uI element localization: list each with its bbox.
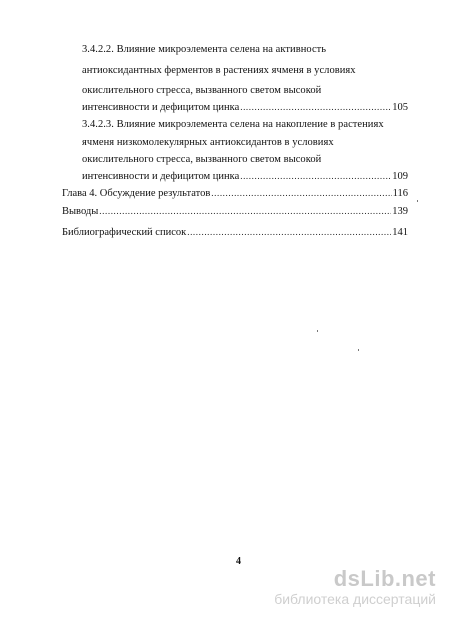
toc-leader-dots <box>187 226 391 239</box>
toc-chapter-4-title: Глава 4. Обсуждение результатов <box>62 188 211 199</box>
scan-speck <box>317 330 318 332</box>
toc-conclusions-title: Выводы <box>62 206 99 217</box>
page-number: 4 <box>236 556 241 567</box>
dslib-logo: dsLib.net <box>333 566 436 591</box>
toc-entry-3422-line-1: 3.4.2.2. Влияние микроэлемента селена на активность <box>82 44 327 55</box>
toc-leader-dots <box>211 187 391 200</box>
toc-leader-dots <box>240 101 391 114</box>
toc-bibliography-title: Библиографический список <box>62 227 187 238</box>
scan-speck <box>417 200 418 202</box>
toc-bibliography-page: 141 <box>392 227 408 238</box>
toc-chapter-4[interactable] <box>62 187 408 200</box>
scan-speck <box>358 349 359 351</box>
toc-entry-3423-line-3: окислительного стресса, вызванного светом высокой <box>82 154 322 165</box>
toc-entry-3422-last-text: интенсивности и дефицитом цинка <box>82 102 240 113</box>
toc-entry-3423-last-line[interactable] <box>82 170 408 183</box>
toc-entry-3422-line-2: антиоксидантных ферментов в растениях ячменя в условиях <box>82 65 356 76</box>
toc-conclusions-page: 139 <box>392 206 408 217</box>
toc-entry-3423-line-2: ячменя низкомолекулярных антиоксидантов в условиях <box>82 137 334 148</box>
toc-entry-3422-last-line[interactable] <box>82 101 408 114</box>
dslib-watermark <box>274 567 436 607</box>
toc-leader-dots <box>99 205 391 218</box>
toc-conclusions[interactable] <box>62 205 408 218</box>
dslib-subtitle: библиотека диссертаций <box>274 591 436 607</box>
toc-entry-3423-line-1: 3.4.2.3. Влияние микроэлемента селена на накопление в растениях <box>82 119 384 130</box>
toc-entry-3422-page: 105 <box>392 102 408 113</box>
toc-entry-3422-line-3: окислительного стресса, вызванного светом высокой <box>82 85 322 96</box>
toc-chapter-4-page: 116 <box>392 188 408 199</box>
toc-leader-dots <box>240 170 391 183</box>
toc-entry-3423-page: 109 <box>392 171 408 182</box>
toc-entry-3423-last-text: интенсивности и дефицитом цинка <box>82 171 240 182</box>
toc-bibliography[interactable] <box>62 226 408 239</box>
